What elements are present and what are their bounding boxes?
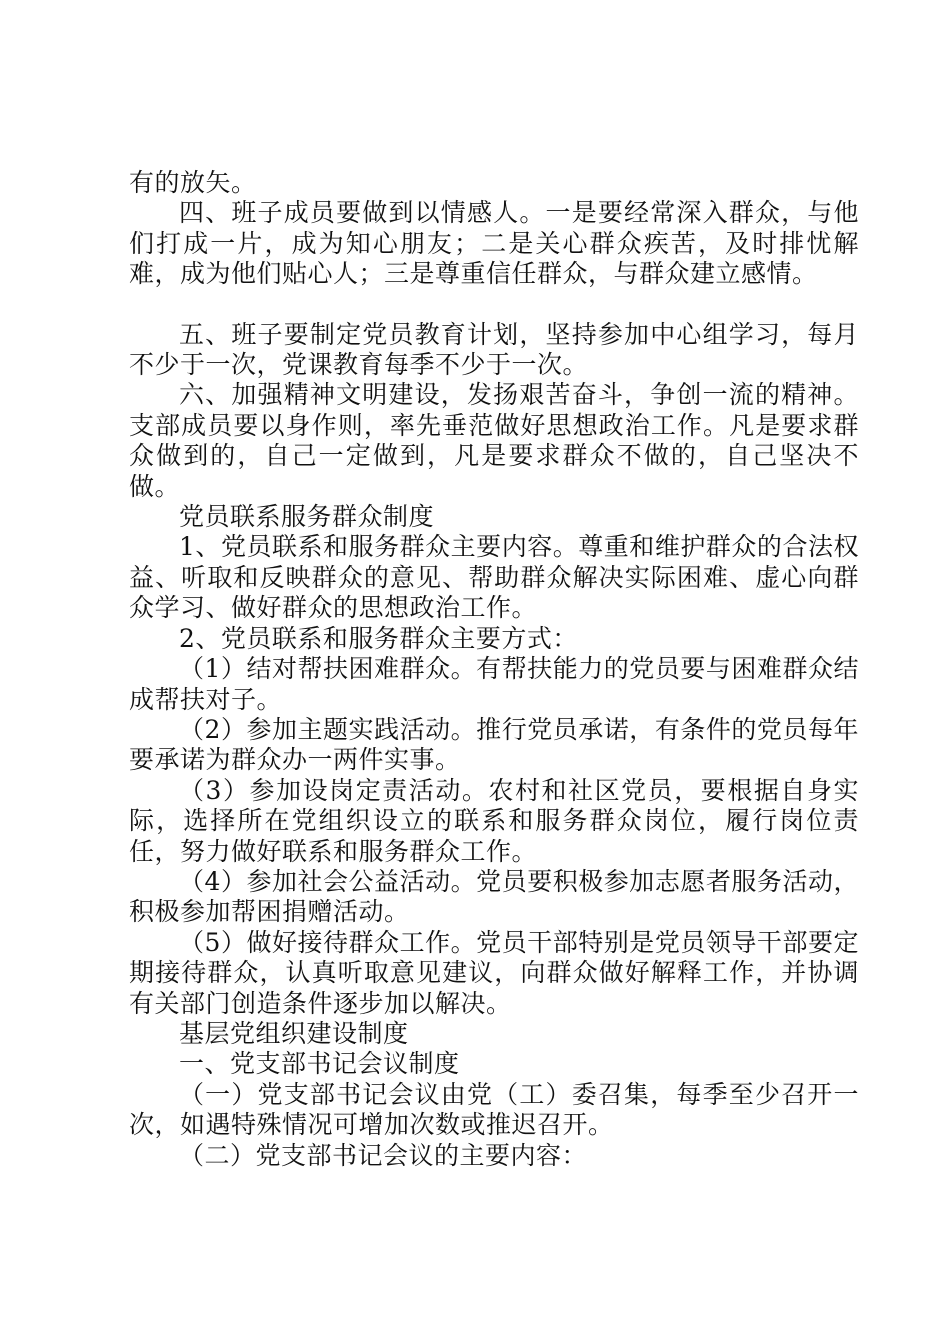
paragraph-method-5: （5）做好接待群众工作。党员干部特别是党员领导干部要定期接待群众，认真听取意见建议，向群众做好解释工作，并协调有关部门创造条件逐步加以解决。 (129, 927, 859, 1018)
paragraph-item-four: 四、班子成员要做到以情感人。一是要经常深入群众，与他们打成一片，成为知心朋友；二是关心群众疾苦，及时排忧解难，成为他们贴心人；三是尊重信任群众，与群众建立感情。 (129, 198, 859, 289)
subheading-secretary-meeting: 一、党支部书记会议制度 (179, 1049, 460, 1079)
paragraph-continuation: 有的放矢。 (129, 168, 257, 197)
paragraph-contact-content: 1、党员联系和服务群众主要内容。尊重和维护群众的合法权益、听取和反映群众的意见、帮助群众解决实际困难、虚心向群众学习、做好群众的思想政治工作。 (129, 532, 859, 623)
paragraph-item-six: 六、加强精神文明建设，发扬艰苦奋斗，争创一流的精神。支部成员要以身作则，率先垂范做好思想政治工作。凡是要求群众做到的，自己一定做到，凡是要求群众不做的，自己坚决不做。 (129, 380, 859, 501)
section-heading-org-building: 基层党组织建设制度 (179, 1018, 409, 1048)
document-body (129, 168, 859, 1171)
section-heading-contact-system: 党员联系服务群众制度 (179, 502, 435, 532)
paragraph-method-3: （3）参加设岗定责活动。农村和社区党员，要根据自身实际，选择所在党组织设立的联系和服务群众岗位，履行岗位责任，努力做好联系和服务群众工作。 (129, 775, 859, 866)
paragraph-meeting-frequency: （一）党支部书记会议由党（工）委召集，每季至少召开一次，如遇特殊情况可增加次数或推迟召开。 (129, 1079, 859, 1140)
paragraph-method-1: （1）结对帮扶困难群众。有帮扶能力的党员要与困难群众结成帮扶对子。 (129, 654, 859, 714)
paragraph-meeting-content: （二）党支部书记会议的主要内容： (179, 1140, 588, 1170)
paragraph-contact-methods: 2、党员联系和服务群众主要方式： (179, 623, 578, 653)
paragraph-method-2: （2）参加主题实践活动。推行党员承诺，有条件的党员每年要承诺为群众办一两件实事。 (129, 714, 859, 775)
paragraph-item-five: 五、班子要制定党员教育计划，坚持参加中心组学习，每月不少于一次，党课教育每季不少于一次。 (129, 319, 859, 380)
paragraph-method-4: （4）参加社会公益活动。党员要积极参加志愿者服务活动，积极参加帮困捐赠活动。 (129, 866, 859, 927)
